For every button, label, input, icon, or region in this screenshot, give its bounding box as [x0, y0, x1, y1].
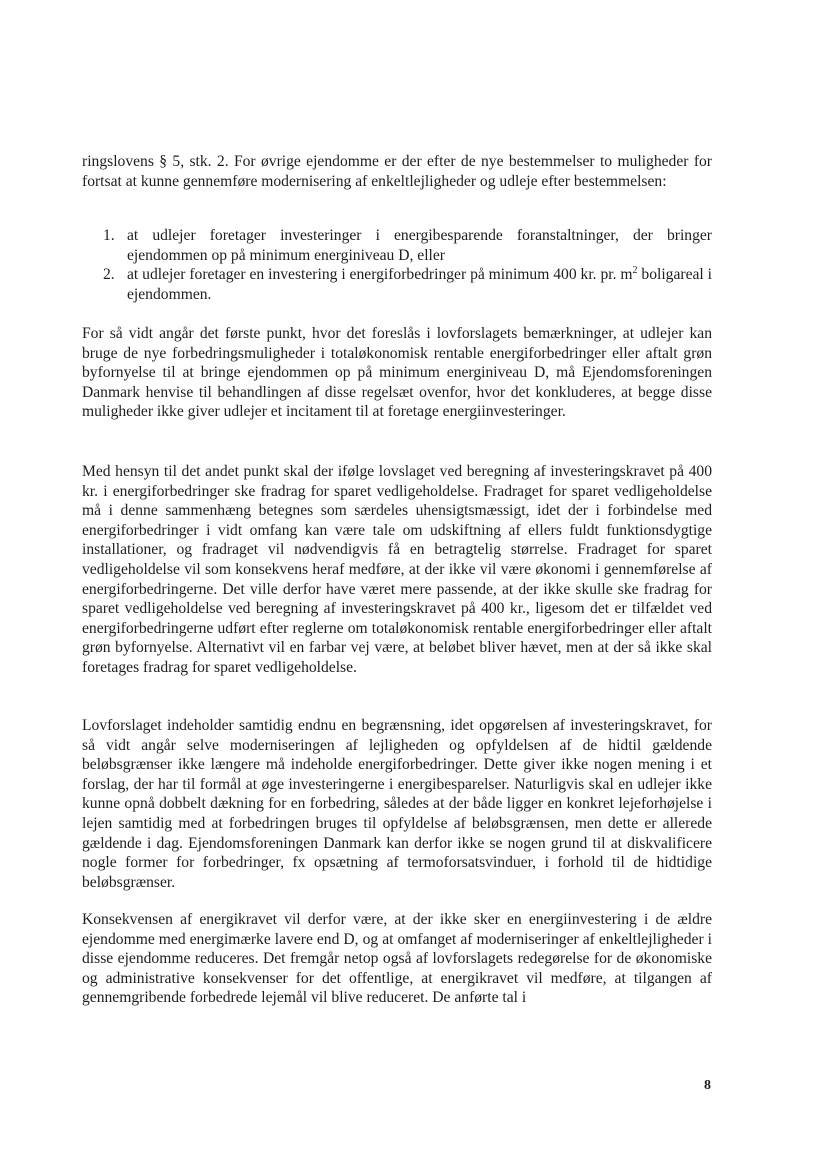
- list-item-text-end: boligareal i ejendommen.: [127, 266, 712, 303]
- list-item: [82, 265, 712, 304]
- list-item: [82, 226, 712, 265]
- list-item-text-start: at udlejer foretager en investering i energiforbedringer på minimum 400 kr. pr. m: [127, 266, 633, 284]
- paragraph: ringslovens § 5, stk. 2. For øvrige ejendomme er der efter de nye bestemmelser to muligheder for fortsat at kunne gennemføre modernisering af enkeltlejligheder og udleje efter bestemmelsen:: [82, 153, 712, 190]
- paragraph: Med hensyn til det andet punkt skal der ifølge lovslaget ved beregning af investeringskravet på 400 kr. i energiforbedringer ske fradrag for sparet vedligeholdelse. Fradraget for sparet vedligeholdelse må i denne sammenhæng betegnes som særdeles uhensigtsmæssigt, idet der i forbindelse med energiforbedringer i vidt omfang kan være tale om udskiftning af ellers fuldt funktionsdygtige installationer, og fradraget vil nødvendigvis få en betragtelig størrelse. Fradraget for sparet vedligeholdelse vil som konsekvens heraf medføre, at der ikke vil være økonomi i gennemførelse af energiforbedringerne. Det ville derfor have været mere passende, at der ikke skulle ske fradrag for sparet vedligeholdelse ved beregning af investeringskravet på 400 kr., ligesom det er tilfældet ved energiforbedringerne udført efter reglerne om totaløkonomisk rentable energiforbedringer eller aftalt grøn byfornyelse. Alternativt vil en farbar vej være, at beløbet bliver hævet, men at der så ikke skal foretages fradrag for sparet vedligeholdelse.: [82, 463, 712, 676]
- numbered-list: [82, 226, 712, 304]
- page-number: 8: [704, 1078, 711, 1093]
- superscript: 2: [632, 265, 638, 277]
- paragraph: For så vidt angår det første punkt, hvor det foreslås i lovforslagets bemærkninger, at udlejer kan bruge de nye forbedringsmuligheder i totaløkonomisk rentable energiforbedringer eller aftalt grøn byfornyelse til at bringe ejendommen op på minimum energiniveau D, må Ejendomsforeningen Danmark henvise til behandlingen af disse regelsæt ovenfor, hvor det konkluderes, at begge disse muligheder ikke giver udlejer et incitament til at foretage energiinvesteringer.: [82, 325, 712, 421]
- list-item-text: at udlejer foretager investeringer i energibesparende foranstaltninger, der bringer ejendommen op på minimum energiniveau D, eller: [127, 227, 712, 264]
- list-item-text: [127, 266, 712, 303]
- paragraph: Lovforslaget indeholder samtidig endnu en begrænsning, idet opgørelsen af investeringskravet, for så vidt angår selve moderniseringen af lejligheden og opfyldelsen af de hidtil gældende beløbsgrænser ikke længere må indeholde energiforbedringer. Dette giver ikke nogen mening i et forslag, der har til formål at øge investeringerne i energibesparelser. Naturligvis skal en udlejer ikke kunne opnå dobbelt dækning for en forbedring, således at der både ligger en konkret lejeforhøjelse i lejen samtidig med at forbedringen bruges til opfyldelse af beløbsgrænsen, men dette er allerede gældende i dag. Ejendomsforeningen Danmark kan derfor ikke se nogen grund til at diskvalificere nogle former for forbedringer, fx opsætning af termoforsatsvinduer, i forhold til de hidtidige beløbsgrænser.: [82, 717, 712, 891]
- list-number: 1.: [103, 227, 115, 244]
- paragraph: Konsekvensen af energikravet vil derfor være, at der ikke sker en energiinvestering i de ældre ejendomme med energimærke lavere end D, og at omfanget af moderniseringer af enkeltlejligheder i disse ejendomme reduceres. Det fremgår netop også af lovforslagets redegørelse for de økonomiske og administrative konsekvenser for det offentlige, at energikravet vil medføre, at tilgangen af gennemgribende forbedrede lejemål vil blive reduceret. De anførte tal i: [82, 911, 712, 1007]
- list-number: 2.: [103, 266, 115, 284]
